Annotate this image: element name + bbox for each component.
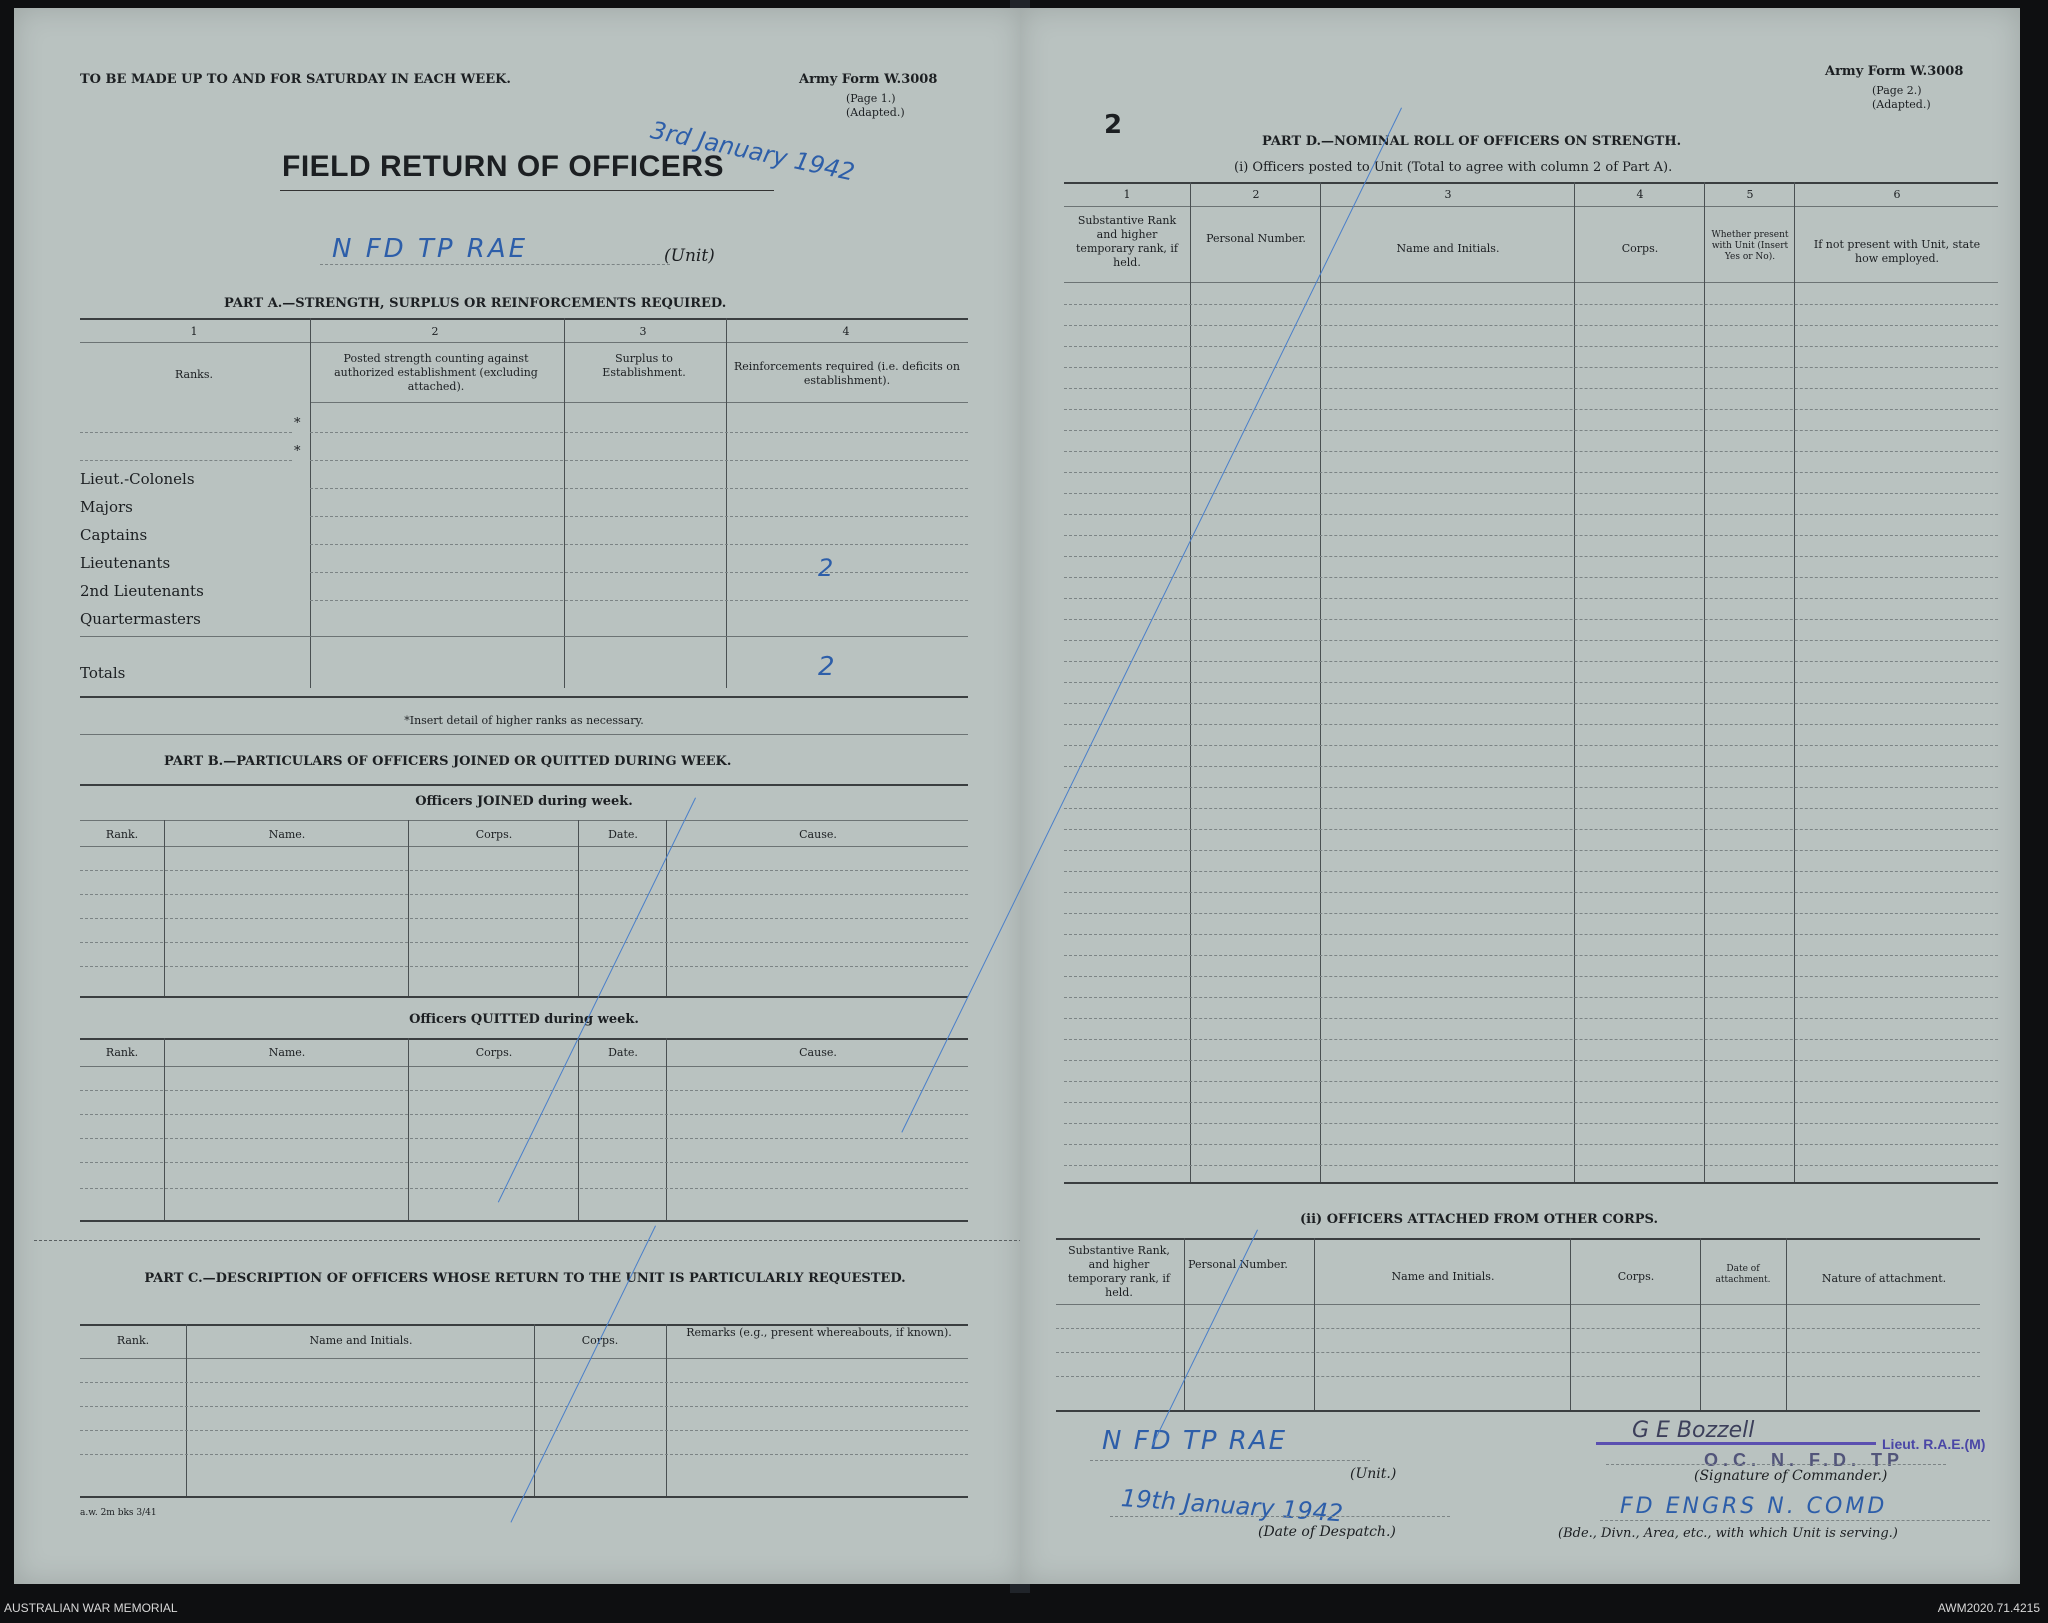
part-d-col-number: 6 — [1893, 188, 1901, 201]
rank-row: Lieutenants — [80, 554, 171, 572]
part-a-col-number: 2 — [431, 325, 439, 338]
form-id: Army Form W.3008 — [799, 72, 938, 87]
joined-col: Date. — [608, 828, 638, 841]
part-d-col-header: Corps. — [1621, 242, 1659, 255]
archive-footer-bar — [0, 1593, 2048, 1623]
rank-row: * — [294, 416, 301, 431]
roll-row-line — [1064, 1144, 1998, 1145]
roll-row-line — [1064, 451, 1998, 452]
roll-row-line — [1064, 325, 1998, 326]
archive-credit: AUSTRALIAN WAR MEMORIAL — [4, 1601, 178, 1615]
roll-row-line — [1064, 1081, 1998, 1082]
part-a-col-header: Ranks. — [175, 368, 213, 381]
part-a-col-header: Posted strength counting against authorized establishment (excluding attached). — [334, 352, 538, 393]
form-id: Army Form W.3008 — [1825, 64, 1964, 79]
roll-row-line — [1064, 640, 1998, 641]
rank-stamp: Lieut. R.A.E.(M) — [1882, 1436, 1986, 1452]
part-a-col-number: 1 — [190, 325, 198, 338]
joined-col: Rank. — [105, 828, 139, 841]
part-a-footnote: *Insert detail of higher ranks as necessary. — [404, 714, 644, 727]
unit-label: (Unit) — [664, 246, 715, 266]
part-a-heading: PART A.—STRENGTH, SURPLUS OR REINFORCEMENTS REQUIRED. — [224, 296, 727, 311]
roll-row-line — [1064, 1123, 1998, 1124]
roll-row-line — [1064, 724, 1998, 725]
form-page-1 — [14, 8, 1022, 1584]
part-c-col: Corps. — [581, 1334, 619, 1347]
part-d-sub-ii: (ii) OFFICERS ATTACHED FROM OTHER CORPS. — [1300, 1212, 1659, 1227]
roll-row-line — [1064, 892, 1998, 893]
roll-row-line — [1064, 913, 1998, 914]
roll-row-line — [1064, 766, 1998, 767]
roll-row-line — [1064, 829, 1998, 830]
print-code: a.w. 2m bks 3/41 — [80, 1508, 157, 1518]
quitted-col: Rank. — [105, 1046, 139, 1059]
roll-row-line — [1064, 1165, 1998, 1166]
roll-row-line — [1064, 955, 1998, 956]
roll-row-line — [1064, 598, 1998, 599]
joined-heading: Officers JOINED during week. — [415, 794, 633, 809]
form-page-2 — [1020, 8, 2020, 1584]
roll-row-line — [1064, 787, 1998, 788]
part-d-col-number: 2 — [1252, 188, 1260, 201]
rank-row: Captains — [80, 526, 148, 544]
footer-formation-value: FD ENGRS N. COMD — [1620, 1494, 1888, 1519]
roll-row-line — [1064, 1039, 1998, 1040]
roll-row-line — [1064, 1018, 1998, 1019]
roll-row-line — [1064, 745, 1998, 746]
page-label: (Page 1.) — [846, 92, 896, 105]
part-c-col: Remarks (e.g., present whereabouts, if known). — [686, 1326, 952, 1339]
part-d-col-number: 5 — [1746, 188, 1754, 201]
roll-row-line — [1064, 556, 1998, 557]
attached-col-header: Date of attachment. — [1715, 1264, 1771, 1285]
footer-date-value: 19th January 1942 — [1120, 1484, 1344, 1528]
rank-row: Majors — [80, 498, 133, 516]
attached-col-header: Substantive Rank, and higher temporary rank, if held. — [1068, 1244, 1170, 1299]
footer-unit-label: (Unit.) — [1350, 1466, 1397, 1482]
roll-row-line — [1064, 997, 1998, 998]
roll-row-line — [1064, 304, 1998, 305]
part-d-col-header: Whether present with Unit (Insert Yes or No). — [1711, 230, 1789, 262]
part-d-col-header: Personal Number. — [1206, 232, 1306, 245]
adapted-label: (Adapted.) — [846, 106, 905, 119]
rank-row: 2nd Lieutenants — [80, 582, 204, 600]
archive-accession: AWM2020.71.4215 — [1937, 1601, 2040, 1615]
part-d-col-header: Substantive Rank and higher temporary rank, if held. — [1076, 214, 1178, 269]
roll-row-line — [1064, 493, 1998, 494]
part-d-col-header: Name and Initials. — [1396, 242, 1500, 255]
part-a-col-number: 4 — [842, 325, 850, 338]
rank-row: Lieut.-Colonels — [80, 470, 195, 488]
quitted-col: Name. — [268, 1046, 306, 1059]
joined-col: Cause. — [799, 828, 837, 841]
part-d-sub-i: (i) Officers posted to Unit (Total to agree with column 2 of Part A). — [1234, 160, 1673, 175]
roll-row-line — [1064, 871, 1998, 872]
roll-row-line — [1064, 1102, 1998, 1103]
roll-row-line — [1064, 514, 1998, 515]
part-d-col-number: 4 — [1636, 188, 1644, 201]
attached-col-header: Corps. — [1617, 1270, 1655, 1283]
roll-row-line — [1064, 388, 1998, 389]
footer-date-label: (Date of Despatch.) — [1258, 1524, 1396, 1540]
roll-row-line — [1064, 703, 1998, 704]
part-d-heading: PART D.—NOMINAL ROLL OF OFFICERS ON STRENGTH. — [1262, 134, 1682, 149]
part-c-col: Name and Initials. — [309, 1334, 413, 1347]
rank-row: Quartermasters — [80, 610, 201, 628]
roll-row-line — [1064, 472, 1998, 473]
unit-value: N FD TP RAE — [332, 234, 529, 264]
roll-row-line — [1064, 661, 1998, 662]
quitted-heading: Officers QUITTED during week. — [409, 1012, 639, 1027]
instruction-text: TO BE MADE UP TO AND FOR SATURDAY IN EACH WEEK. — [80, 72, 511, 87]
roll-row-line — [1064, 808, 1998, 809]
part-b-heading: PART B.—PARTICULARS OF OFFICERS JOINED OR QUITTED DURING WEEK. — [164, 754, 732, 769]
footer-unit-value: N FD TP RAE — [1102, 1426, 1288, 1456]
role-stamp: O.C. N. F.D. TP — [1704, 1450, 1905, 1470]
totals-reinforcements-value: 2 — [818, 652, 835, 682]
rank-row: * — [294, 444, 301, 459]
part-d-col-number: 1 — [1123, 188, 1131, 201]
roll-row-line — [1064, 346, 1998, 347]
lieutenants-reinforcements-value: 2 — [818, 554, 834, 582]
quitted-col: Corps. — [475, 1046, 513, 1059]
part-a-col-header: Surplus to Establishment. — [602, 352, 686, 379]
joined-col: Corps. — [475, 828, 513, 841]
roll-row-line — [1064, 1060, 1998, 1061]
totals-label: Totals — [80, 664, 126, 682]
roll-row-line — [1064, 535, 1998, 536]
part-a-col-number: 3 — [639, 325, 647, 338]
roll-row-line — [1064, 976, 1998, 977]
commander-signature: G E Bozzell — [1632, 1418, 1755, 1443]
quitted-col: Cause. — [799, 1046, 837, 1059]
attached-col-header: Nature of attachment. — [1821, 1272, 1947, 1285]
roll-row-line — [1064, 850, 1998, 851]
part-d-col-number: 3 — [1444, 188, 1452, 201]
quitted-col: Date. — [608, 1046, 638, 1059]
part-c-col: Rank. — [116, 1334, 150, 1347]
part-c-heading: PART C.—DESCRIPTION OF OFFICERS WHOSE RETURN TO THE UNIT IS PARTICULARLY REQUESTED. — [144, 1271, 906, 1286]
form-title: FIELD RETURN OF OFFICERS — [282, 150, 724, 183]
signature-label: (Signature of Commander.) — [1694, 1468, 1888, 1484]
roll-row-line — [1064, 934, 1998, 935]
roll-row-line — [1064, 619, 1998, 620]
roll-row-line — [1064, 367, 1998, 368]
roll-row-line — [1064, 409, 1998, 410]
footer-formation-label: (Bde., Divn., Area, etc., with which Unit is serving.) — [1558, 1526, 1898, 1541]
attached-col-header: Name and Initials. — [1391, 1270, 1495, 1283]
page-number-mark: 2 — [1104, 110, 1123, 140]
adapted-label: (Adapted.) — [1872, 98, 1931, 111]
handwritten-date: 3rd January 1942 — [648, 116, 858, 187]
part-a-col-header: Reinforcements required (i.e. deficits on establishment). — [734, 360, 960, 387]
roll-row-line — [1064, 430, 1998, 431]
page-label: (Page 2.) — [1872, 84, 1922, 97]
roll-row-line — [1064, 682, 1998, 683]
joined-col: Name. — [268, 828, 306, 841]
roll-row-line — [1064, 577, 1998, 578]
part-d-col-header: If not present with Unit, state how employed. — [1813, 238, 1981, 265]
attached-col-header: Personal Number. — [1188, 1258, 1288, 1271]
